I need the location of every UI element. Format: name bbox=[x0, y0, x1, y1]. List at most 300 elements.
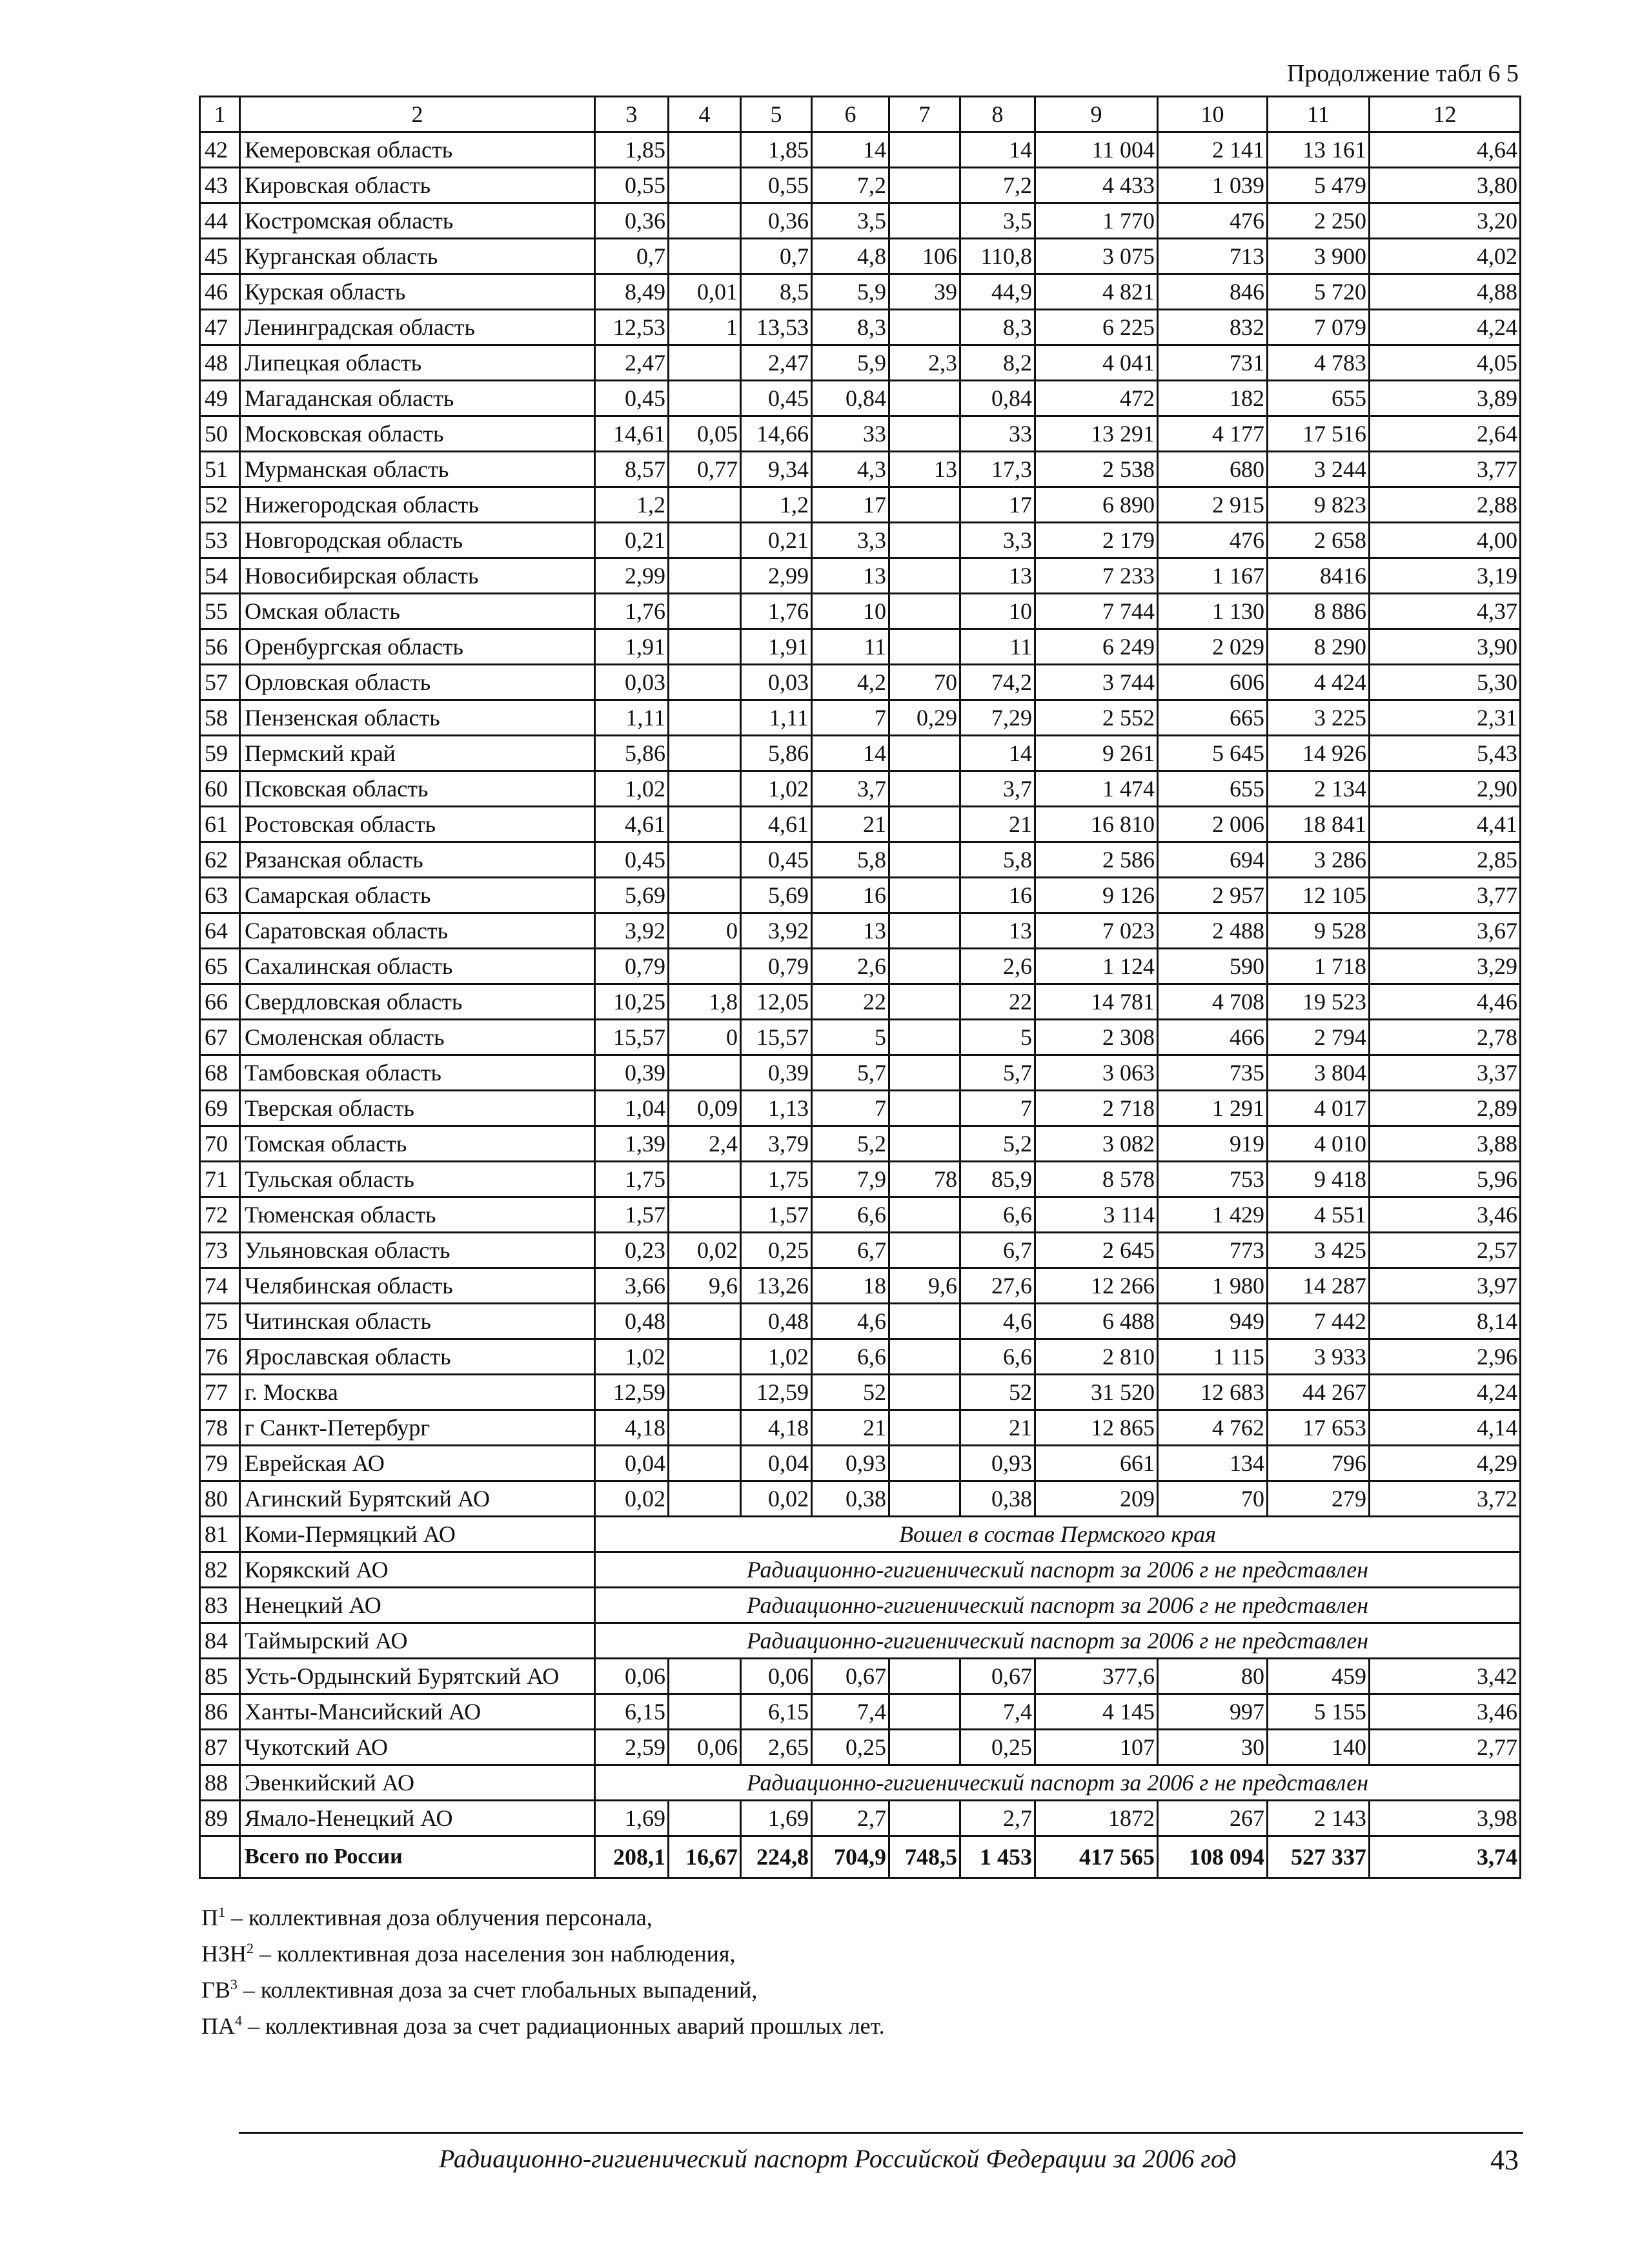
table-row bbox=[200, 807, 1521, 842]
table-row bbox=[200, 1552, 1521, 1588]
value-cell: 0,03 bbox=[595, 665, 669, 700]
row-number: 66 bbox=[200, 984, 240, 1020]
table-row bbox=[200, 168, 1521, 203]
value-cell: 2,85 bbox=[1370, 842, 1521, 878]
value-cell: 182 bbox=[1158, 381, 1268, 416]
value-cell: 3,5 bbox=[960, 203, 1035, 239]
row-number: 55 bbox=[200, 594, 240, 629]
value-cell: 3,74 bbox=[1370, 1836, 1521, 1878]
row-number: 65 bbox=[200, 949, 240, 984]
value-cell: 2,78 bbox=[1370, 1020, 1521, 1055]
value-cell: 472 bbox=[1035, 381, 1158, 416]
value-cell: 13 bbox=[812, 913, 889, 949]
value-cell: 3 900 bbox=[1268, 239, 1370, 274]
value-cell: 11 004 bbox=[1035, 132, 1158, 168]
value-cell: 1,91 bbox=[741, 629, 812, 665]
region-name: Читинская область bbox=[240, 1304, 595, 1339]
value-cell: 2 645 bbox=[1035, 1233, 1158, 1268]
table-row bbox=[200, 1233, 1521, 1268]
value-cell: 12 683 bbox=[1158, 1375, 1268, 1410]
region-name: Московская область bbox=[240, 416, 595, 452]
value-cell: 2,7 bbox=[960, 1801, 1035, 1836]
value-cell: 12 266 bbox=[1035, 1268, 1158, 1304]
region-name: Магаданская область bbox=[240, 381, 595, 416]
row-number: 54 bbox=[200, 558, 240, 594]
value-cell: 3 286 bbox=[1268, 842, 1370, 878]
value-cell: 15,57 bbox=[595, 1020, 669, 1055]
value-cell: 5 bbox=[812, 1020, 889, 1055]
value-cell: 0,38 bbox=[960, 1481, 1035, 1517]
row-number: 43 bbox=[200, 168, 240, 203]
value-cell: 4,41 bbox=[1370, 807, 1521, 842]
value-cell: 4,61 bbox=[595, 807, 669, 842]
value-cell: 8,3 bbox=[960, 310, 1035, 345]
merged-note-cell: Вошел в состав Пермского края bbox=[595, 1517, 1521, 1552]
value-cell: 0,39 bbox=[595, 1055, 669, 1091]
value-cell bbox=[889, 168, 960, 203]
row-number: 67 bbox=[200, 1020, 240, 1055]
value-cell: 0,02 bbox=[669, 1233, 741, 1268]
value-cell: 4,6 bbox=[960, 1304, 1035, 1339]
column-header: 11 bbox=[1268, 97, 1370, 132]
row-number: 59 bbox=[200, 736, 240, 771]
table-row bbox=[200, 416, 1521, 452]
value-cell: 5 bbox=[960, 1020, 1035, 1055]
row-number: 49 bbox=[200, 381, 240, 416]
value-cell: 2 586 bbox=[1035, 842, 1158, 878]
footnote bbox=[201, 2005, 885, 2041]
value-cell: 14 bbox=[960, 132, 1035, 168]
footnote-label: ГВ bbox=[201, 1977, 230, 2003]
row-number: 70 bbox=[200, 1126, 240, 1162]
value-cell bbox=[669, 1304, 741, 1339]
table-row bbox=[200, 1659, 1521, 1694]
value-cell: 4,3 bbox=[812, 452, 889, 487]
value-cell: 4,00 bbox=[1370, 523, 1521, 558]
value-cell: 6 225 bbox=[1035, 310, 1158, 345]
region-name: Еврейская АО bbox=[240, 1446, 595, 1481]
value-cell: 2 179 bbox=[1035, 523, 1158, 558]
footnote-text: – коллективная доза за счет глобальных выпадений, bbox=[237, 1977, 758, 2003]
value-cell: 3 082 bbox=[1035, 1126, 1158, 1162]
value-cell bbox=[889, 1659, 960, 1694]
value-cell: 3,97 bbox=[1370, 1268, 1521, 1304]
value-cell: 1,02 bbox=[595, 1339, 669, 1375]
row-number: 45 bbox=[200, 239, 240, 274]
value-cell: 7,4 bbox=[812, 1694, 889, 1730]
table-row bbox=[200, 310, 1521, 345]
value-cell: 107 bbox=[1035, 1730, 1158, 1765]
region-name: Ханты-Мансийский АО bbox=[240, 1694, 595, 1730]
table-row bbox=[200, 558, 1521, 594]
value-cell: 209 bbox=[1035, 1481, 1158, 1517]
value-cell: 4,24 bbox=[1370, 1375, 1521, 1410]
value-cell bbox=[889, 310, 960, 345]
value-cell: 3,19 bbox=[1370, 558, 1521, 594]
value-cell: 2 552 bbox=[1035, 700, 1158, 736]
merged-note-cell: Радиационно-гигиенический паспорт за 2006 г не представлен bbox=[595, 1623, 1521, 1659]
value-cell: 2,90 bbox=[1370, 771, 1521, 807]
value-cell: 1,76 bbox=[741, 594, 812, 629]
region-name: Тюменская область bbox=[240, 1197, 595, 1233]
value-cell: 3,77 bbox=[1370, 878, 1521, 913]
value-cell bbox=[669, 523, 741, 558]
value-cell: 4,64 bbox=[1370, 132, 1521, 168]
table-row bbox=[200, 1694, 1521, 1730]
value-cell: 0,09 bbox=[669, 1091, 741, 1126]
value-cell: 5,2 bbox=[812, 1126, 889, 1162]
value-cell: 12,59 bbox=[741, 1375, 812, 1410]
value-cell: 4,2 bbox=[812, 665, 889, 700]
row-number: 64 bbox=[200, 913, 240, 949]
value-cell: 3,5 bbox=[812, 203, 889, 239]
value-cell: 0,25 bbox=[812, 1730, 889, 1765]
value-cell: 33 bbox=[960, 416, 1035, 452]
value-cell: 13,26 bbox=[741, 1268, 812, 1304]
row-number: 73 bbox=[200, 1233, 240, 1268]
value-cell: 3,67 bbox=[1370, 913, 1521, 949]
value-cell: 134 bbox=[1158, 1446, 1268, 1481]
footnote-text: – коллективная доза за счет радиационных аварий прошлых лет. bbox=[242, 2013, 885, 2039]
value-cell: 3 225 bbox=[1268, 700, 1370, 736]
value-cell: 3 244 bbox=[1268, 452, 1370, 487]
page-footer: Радиационно-гигиенический паспорт Российской Федерации за 2006 год bbox=[439, 2144, 1237, 2173]
value-cell: 279 bbox=[1268, 1481, 1370, 1517]
table-row bbox=[200, 1304, 1521, 1339]
value-cell: 224,8 bbox=[741, 1836, 812, 1878]
value-cell: 4 145 bbox=[1035, 1694, 1158, 1730]
value-cell: 1,57 bbox=[741, 1197, 812, 1233]
value-cell bbox=[669, 1446, 741, 1481]
row-number: 86 bbox=[200, 1694, 240, 1730]
region-name: Тульская область bbox=[240, 1162, 595, 1197]
value-cell: 1 980 bbox=[1158, 1268, 1268, 1304]
column-header: 8 bbox=[960, 97, 1035, 132]
value-cell: 11 bbox=[812, 629, 889, 665]
value-cell bbox=[669, 1410, 741, 1446]
footnote-marker: 2 bbox=[247, 1940, 254, 1956]
region-name: Новгородская область bbox=[240, 523, 595, 558]
value-cell bbox=[669, 594, 741, 629]
value-cell: 0,04 bbox=[595, 1446, 669, 1481]
value-cell bbox=[669, 381, 741, 416]
value-cell bbox=[669, 629, 741, 665]
value-cell: 22 bbox=[812, 984, 889, 1020]
region-name: Курская область bbox=[240, 274, 595, 310]
value-cell bbox=[889, 1730, 960, 1765]
region-name: Свердловская область bbox=[240, 984, 595, 1020]
table-row bbox=[200, 1765, 1521, 1801]
region-name: г. Москва bbox=[240, 1375, 595, 1410]
row-number bbox=[200, 1836, 240, 1878]
value-cell: 476 bbox=[1158, 203, 1268, 239]
value-cell: 12 105 bbox=[1268, 878, 1370, 913]
value-cell: 846 bbox=[1158, 274, 1268, 310]
table-header-row bbox=[200, 97, 1521, 132]
value-cell: 8,57 bbox=[595, 452, 669, 487]
value-cell: 997 bbox=[1158, 1694, 1268, 1730]
value-cell: 773 bbox=[1158, 1233, 1268, 1268]
value-cell: 8416 bbox=[1268, 558, 1370, 594]
row-number: 60 bbox=[200, 771, 240, 807]
table-row bbox=[200, 1091, 1521, 1126]
value-cell: 5,69 bbox=[741, 878, 812, 913]
value-cell: 1,76 bbox=[595, 594, 669, 629]
value-cell: 30 bbox=[1158, 1730, 1268, 1765]
table-row bbox=[200, 1055, 1521, 1091]
value-cell: 5 155 bbox=[1268, 1694, 1370, 1730]
row-number: 69 bbox=[200, 1091, 240, 1126]
value-cell: 1 453 bbox=[960, 1836, 1035, 1878]
value-cell: 6,7 bbox=[812, 1233, 889, 1268]
value-cell: 7,9 bbox=[812, 1162, 889, 1197]
value-cell bbox=[889, 807, 960, 842]
table-row bbox=[200, 1410, 1521, 1446]
value-cell: 0 bbox=[669, 913, 741, 949]
table-row bbox=[200, 629, 1521, 665]
region-name: Костромская область bbox=[240, 203, 595, 239]
region-name: Ярославская область bbox=[240, 1339, 595, 1375]
column-header: 12 bbox=[1370, 97, 1521, 132]
value-cell bbox=[889, 558, 960, 594]
footnote-label: НЗН bbox=[201, 1941, 247, 1967]
footnote-text: – коллективная доза облучения персонала, bbox=[225, 1905, 653, 1930]
value-cell: 4,02 bbox=[1370, 239, 1521, 274]
value-cell: 74,2 bbox=[960, 665, 1035, 700]
value-cell: 3 804 bbox=[1268, 1055, 1370, 1091]
value-cell: 694 bbox=[1158, 842, 1268, 878]
value-cell: 1872 bbox=[1035, 1801, 1158, 1836]
value-cell: 2 957 bbox=[1158, 878, 1268, 913]
value-cell: 5 645 bbox=[1158, 736, 1268, 771]
value-cell: 15,57 bbox=[741, 1020, 812, 1055]
table-row bbox=[200, 1197, 1521, 1233]
row-number: 47 bbox=[200, 310, 240, 345]
table-row bbox=[200, 1339, 1521, 1375]
region-name: Пермский край bbox=[240, 736, 595, 771]
footnotes bbox=[201, 1897, 885, 2041]
value-cell: 106 bbox=[889, 239, 960, 274]
region-name: Таймырский АО bbox=[240, 1623, 595, 1659]
value-cell: 21 bbox=[960, 807, 1035, 842]
table-total-row bbox=[200, 1836, 1521, 1878]
column-header: 6 bbox=[812, 97, 889, 132]
region-name: Ямало-Ненецкий АО bbox=[240, 1801, 595, 1836]
value-cell: 0,25 bbox=[960, 1730, 1035, 1765]
row-number: 58 bbox=[200, 700, 240, 736]
row-number: 81 bbox=[200, 1517, 240, 1552]
value-cell bbox=[889, 1020, 960, 1055]
value-cell: 3,29 bbox=[1370, 949, 1521, 984]
value-cell: 13 bbox=[889, 452, 960, 487]
value-cell bbox=[889, 523, 960, 558]
value-cell: 16 810 bbox=[1035, 807, 1158, 842]
row-number: 88 bbox=[200, 1765, 240, 1801]
value-cell bbox=[669, 558, 741, 594]
region-name: Чукотский АО bbox=[240, 1730, 595, 1765]
value-cell bbox=[669, 1339, 741, 1375]
column-header: 9 bbox=[1035, 97, 1158, 132]
row-number: 75 bbox=[200, 1304, 240, 1339]
value-cell: 0,05 bbox=[669, 416, 741, 452]
value-cell: 2,64 bbox=[1370, 416, 1521, 452]
value-cell: 0,93 bbox=[812, 1446, 889, 1481]
value-cell: 0,93 bbox=[960, 1446, 1035, 1481]
value-cell bbox=[889, 203, 960, 239]
value-cell: 1,02 bbox=[741, 771, 812, 807]
value-cell: 70 bbox=[1158, 1481, 1268, 1517]
value-cell bbox=[669, 1694, 741, 1730]
value-cell: 14 bbox=[960, 736, 1035, 771]
value-cell: 2,59 bbox=[595, 1730, 669, 1765]
value-cell: 0,84 bbox=[812, 381, 889, 416]
value-cell: 4,6 bbox=[812, 1304, 889, 1339]
value-cell: 13 bbox=[960, 558, 1035, 594]
value-cell: 2,57 bbox=[1370, 1233, 1521, 1268]
value-cell: 78 bbox=[889, 1162, 960, 1197]
value-cell: 713 bbox=[1158, 239, 1268, 274]
value-cell: 4,29 bbox=[1370, 1446, 1521, 1481]
row-number: 85 bbox=[200, 1659, 240, 1694]
value-cell: 7 023 bbox=[1035, 913, 1158, 949]
value-cell: 3 063 bbox=[1035, 1055, 1158, 1091]
footnote-marker: 4 bbox=[235, 2012, 242, 2029]
value-cell: 80 bbox=[1158, 1659, 1268, 1694]
value-cell: 70 bbox=[889, 665, 960, 700]
value-cell: 2 250 bbox=[1268, 203, 1370, 239]
value-cell: 8,14 bbox=[1370, 1304, 1521, 1339]
value-cell: 12,53 bbox=[595, 310, 669, 345]
value-cell: 3,37 bbox=[1370, 1055, 1521, 1091]
value-cell: 0,36 bbox=[595, 203, 669, 239]
value-cell: 2 006 bbox=[1158, 807, 1268, 842]
value-cell bbox=[889, 1410, 960, 1446]
value-cell: 661 bbox=[1035, 1446, 1158, 1481]
merged-note-cell: Радиационно-гигиенический паспорт за 2006 г не представлен bbox=[595, 1765, 1521, 1801]
value-cell: 52 bbox=[812, 1375, 889, 1410]
value-cell: 2 488 bbox=[1158, 913, 1268, 949]
value-cell: 0,01 bbox=[669, 274, 741, 310]
region-name: Томская область bbox=[240, 1126, 595, 1162]
value-cell: 949 bbox=[1158, 1304, 1268, 1339]
value-cell: 753 bbox=[1158, 1162, 1268, 1197]
value-cell: 796 bbox=[1268, 1446, 1370, 1481]
table-row bbox=[200, 594, 1521, 629]
value-cell: 0,67 bbox=[812, 1659, 889, 1694]
value-cell: 5,69 bbox=[595, 878, 669, 913]
value-cell: 2,99 bbox=[741, 558, 812, 594]
value-cell: 1 429 bbox=[1158, 1197, 1268, 1233]
value-cell bbox=[669, 1481, 741, 1517]
value-cell bbox=[889, 1091, 960, 1126]
value-cell: 21 bbox=[812, 1410, 889, 1446]
column-header: 7 bbox=[889, 97, 960, 132]
value-cell: 9,34 bbox=[741, 452, 812, 487]
region-name: Саратовская область bbox=[240, 913, 595, 949]
region-name: Оренбургская область bbox=[240, 629, 595, 665]
value-cell: 0,55 bbox=[595, 168, 669, 203]
row-number: 50 bbox=[200, 416, 240, 452]
value-cell: 3,66 bbox=[595, 1268, 669, 1304]
value-cell: 5,8 bbox=[960, 842, 1035, 878]
value-cell bbox=[889, 1339, 960, 1375]
value-cell: 2,65 bbox=[741, 1730, 812, 1765]
region-name: Сахалинская область bbox=[240, 949, 595, 984]
row-number: 82 bbox=[200, 1552, 240, 1588]
value-cell: 731 bbox=[1158, 345, 1268, 381]
value-cell: 3,92 bbox=[595, 913, 669, 949]
region-name: Эвенкийский АО bbox=[240, 1765, 595, 1801]
value-cell: 31 520 bbox=[1035, 1375, 1158, 1410]
value-cell: 7 233 bbox=[1035, 558, 1158, 594]
value-cell: 4 762 bbox=[1158, 1410, 1268, 1446]
value-cell bbox=[889, 132, 960, 168]
value-cell bbox=[889, 1126, 960, 1162]
value-cell: 606 bbox=[1158, 665, 1268, 700]
value-cell: 1 167 bbox=[1158, 558, 1268, 594]
value-cell: 704,9 bbox=[812, 1836, 889, 1878]
value-cell: 2,47 bbox=[741, 345, 812, 381]
value-cell: 4 551 bbox=[1268, 1197, 1370, 1233]
region-name: Смоленская область bbox=[240, 1020, 595, 1055]
value-cell: 4,18 bbox=[741, 1410, 812, 1446]
table-row bbox=[200, 1730, 1521, 1765]
region-name: Нижегородская область bbox=[240, 487, 595, 523]
table-row bbox=[200, 1162, 1521, 1197]
value-cell: 748,5 bbox=[889, 1836, 960, 1878]
value-cell: 1,13 bbox=[741, 1091, 812, 1126]
value-cell: 1,02 bbox=[741, 1339, 812, 1375]
value-cell: 2 308 bbox=[1035, 1020, 1158, 1055]
row-number: 46 bbox=[200, 274, 240, 310]
table-row bbox=[200, 381, 1521, 416]
table-row bbox=[200, 1446, 1521, 1481]
value-cell: 0,04 bbox=[741, 1446, 812, 1481]
value-cell: 3 114 bbox=[1035, 1197, 1158, 1233]
value-cell: 0,7 bbox=[595, 239, 669, 274]
value-cell: 0,7 bbox=[741, 239, 812, 274]
region-name: Коми-Пермяцкий АО bbox=[240, 1517, 595, 1552]
value-cell: 52 bbox=[960, 1375, 1035, 1410]
value-cell: 44,9 bbox=[960, 274, 1035, 310]
value-cell: 4 010 bbox=[1268, 1126, 1370, 1162]
row-number: 71 bbox=[200, 1162, 240, 1197]
value-cell: 1,69 bbox=[741, 1801, 812, 1836]
row-number: 76 bbox=[200, 1339, 240, 1375]
value-cell: 3 425 bbox=[1268, 1233, 1370, 1268]
value-cell bbox=[669, 132, 741, 168]
merged-note-cell: Радиационно-гигиенический паспорт за 2006 г не представлен bbox=[595, 1588, 1521, 1623]
footnote-text: – коллективная доза населения зон наблюдения, bbox=[254, 1941, 736, 1967]
row-number: 42 bbox=[200, 132, 240, 168]
region-name: Липецкая область bbox=[240, 345, 595, 381]
value-cell: 16 bbox=[960, 878, 1035, 913]
region-name: Кировская область bbox=[240, 168, 595, 203]
value-cell: 0,23 bbox=[595, 1233, 669, 1268]
value-cell bbox=[889, 913, 960, 949]
value-cell: 7 744 bbox=[1035, 594, 1158, 629]
value-cell: 0,02 bbox=[741, 1481, 812, 1517]
value-cell bbox=[889, 1694, 960, 1730]
value-cell bbox=[669, 1659, 741, 1694]
value-cell: 2 718 bbox=[1035, 1091, 1158, 1126]
value-cell: 1,69 bbox=[595, 1801, 669, 1836]
value-cell: 5 720 bbox=[1268, 274, 1370, 310]
value-cell: 466 bbox=[1158, 1020, 1268, 1055]
value-cell bbox=[889, 1233, 960, 1268]
value-cell: 2,77 bbox=[1370, 1730, 1521, 1765]
value-cell: 1,11 bbox=[741, 700, 812, 736]
